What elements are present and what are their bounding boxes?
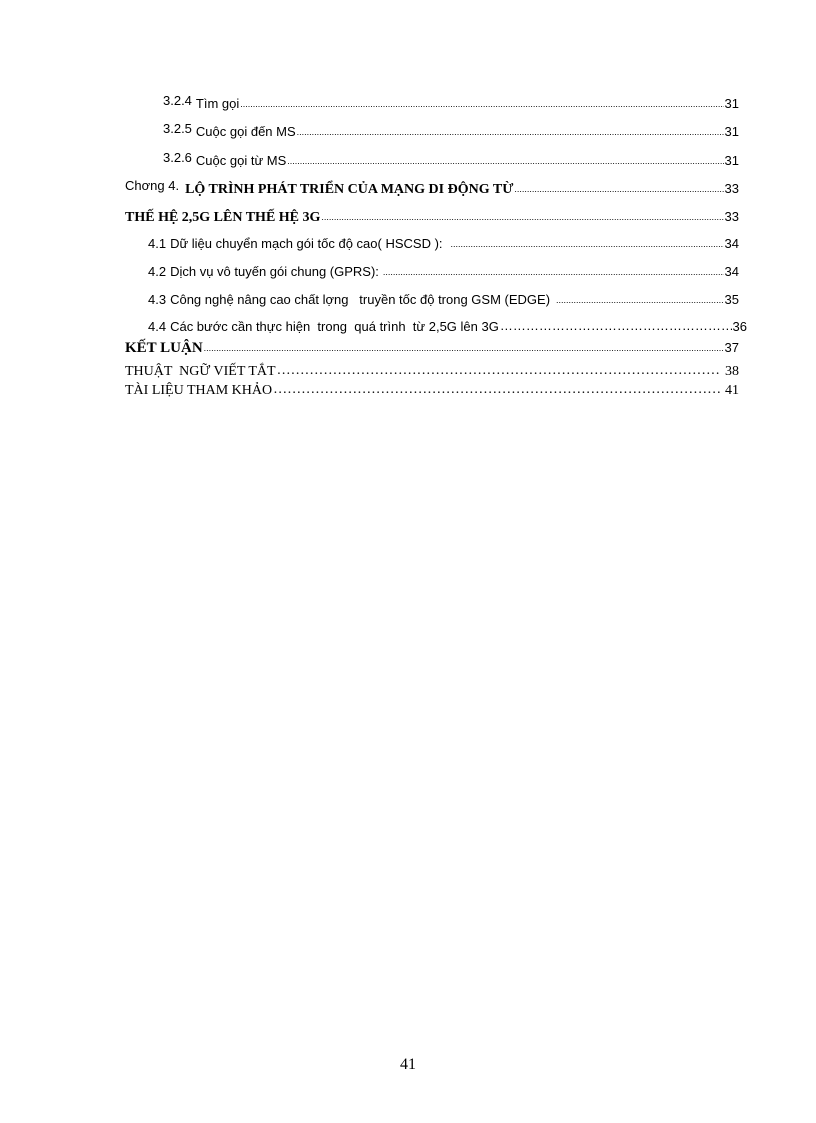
- toc-entry-label: Cuộc gọi đến MS: [195, 124, 296, 139]
- toc-entry-number: 3.2.4: [163, 93, 192, 108]
- toc-chapter-title: LỘ TRÌNH PHÁT TRIỂN CỦA MẠNG DI ĐỘNG TỪ: [185, 182, 514, 197]
- toc-leader: [500, 318, 732, 333]
- toc-entry-label: Dịch vụ vô tuyến gói chung (GPRS):: [170, 264, 379, 279]
- toc-chapter-title: KẾT LUẬN: [125, 340, 203, 356]
- toc-entry-page: 41: [725, 383, 739, 398]
- toc-entry[interactable]: [163, 93, 739, 111]
- toc-chapter-entry[interactable]: [125, 340, 739, 357]
- toc-leader: [383, 267, 724, 277]
- toc-entry-label: Cuộc gọi từ MS: [195, 153, 287, 168]
- page-number: 41: [400, 1056, 416, 1073]
- toc-leader: [240, 99, 723, 109]
- toc-leader: [297, 127, 724, 137]
- toc-entry-number: 3.2.6: [163, 150, 192, 165]
- toc-leader: [273, 382, 720, 398]
- toc-entry[interactable]: [125, 383, 739, 399]
- toc-entry[interactable]: [163, 150, 739, 168]
- toc-entry-page: 31: [724, 124, 739, 139]
- toc-entry-number: 3.2.5: [163, 121, 192, 136]
- toc-entry-label: Dữ liệu chuyển mạch gói tốc độ cao( HSCSD ):: [170, 236, 443, 251]
- toc-entry[interactable]: [148, 264, 739, 279]
- toc-chapter-entry[interactable]: [125, 178, 739, 198]
- toc-entry-page: 34: [724, 264, 739, 279]
- toc-entry-page: 37: [724, 340, 739, 355]
- toc-entry-label: Tìm gọi: [195, 96, 240, 111]
- toc-entry-page: 38: [725, 364, 739, 379]
- toc-entry-label: Các bước cần thực hiện trong quá trình từ 2,5G lên 3G: [170, 319, 499, 334]
- toc-leader: [514, 184, 723, 194]
- toc-entry-page: 31: [724, 96, 739, 111]
- toc-entry-number: 4.2: [148, 264, 167, 279]
- toc-chapter-entry[interactable]: [125, 209, 739, 226]
- toc-leader: [277, 363, 720, 379]
- toc-leader: [451, 239, 724, 249]
- toc-leader: [287, 156, 723, 166]
- toc-entry[interactable]: [125, 364, 739, 380]
- toc-chapter-number: Chơng 4.: [125, 178, 180, 193]
- toc-entry-page: 33: [724, 181, 739, 196]
- toc-entry-page: 35: [724, 292, 739, 307]
- toc-entry-page: 31: [724, 153, 739, 168]
- toc-entry-page: 34: [724, 236, 739, 251]
- toc-entry[interactable]: [148, 319, 747, 334]
- toc-entry-label: TÀI LIỆU THAM KHẢO: [125, 383, 273, 398]
- toc-entry-number: 4.1: [148, 236, 167, 251]
- toc-leader: [321, 212, 723, 222]
- toc-entry-number: 4.4: [148, 319, 167, 334]
- toc-entry-label: THUẬT NGỮ VIẾT TẮT: [125, 364, 276, 379]
- toc-leader: [556, 295, 724, 305]
- toc-entry[interactable]: [148, 236, 739, 251]
- toc-entry-number: 4.3: [148, 292, 167, 307]
- toc-leader: [204, 343, 724, 353]
- toc-entry-page: 33: [724, 209, 739, 224]
- toc-entry-label: Công nghệ nâng cao chất lợng truyền tốc độ trong GSM (EDGE): [170, 292, 551, 307]
- toc-entry[interactable]: [148, 292, 739, 307]
- toc-entry-page: 36: [732, 319, 747, 334]
- toc-chapter-title: THẾ HỆ 2,5G LÊN THẾ HỆ 3G: [125, 210, 321, 225]
- toc-entry[interactable]: [163, 121, 739, 139]
